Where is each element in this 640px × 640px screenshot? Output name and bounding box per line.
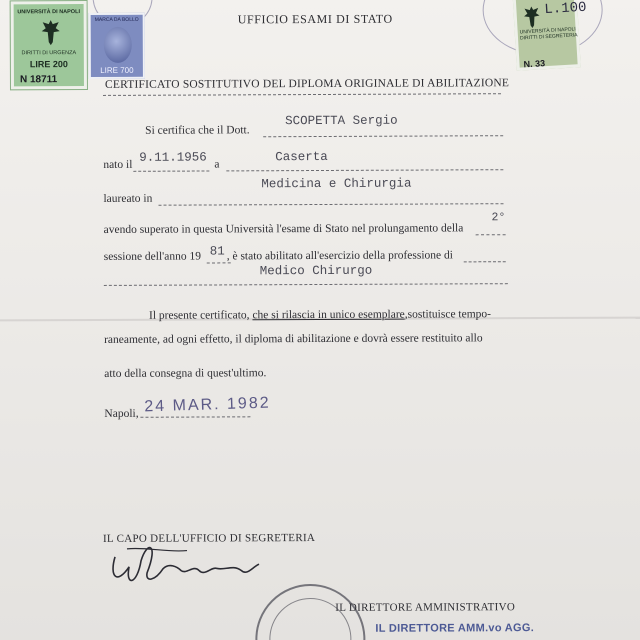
name-dotted-line	[263, 135, 503, 137]
birth-date-dotted-line	[133, 170, 209, 171]
stamp-label: DIRITTI DI URGENZA	[21, 50, 77, 57]
session-number: 2°	[491, 211, 506, 225]
session-text: sessione dell'anno 19	[103, 250, 202, 263]
director-heading: IL DIRETTORE AMMINISTRATIVO	[335, 601, 516, 614]
at-label: a	[214, 158, 220, 171]
revenue-stamp-blue	[89, 13, 145, 79]
stamp-label: MARCA DA BOLLO	[94, 16, 139, 23]
certificate-title: CERTIFICATO SOSTITUTIVO DEL DIPLOMA ORIGINALE DI ABILITAZIONE	[104, 77, 510, 91]
stamp-amount: LIRE 700	[100, 65, 134, 75]
office-heading: UFFICIO ESAMI DI STATO	[237, 11, 393, 27]
profession: Medico Chirurgo	[259, 263, 373, 279]
session-text-cont: , è stato abilitato all'esercizio della professione di	[226, 249, 453, 263]
handwritten-signature	[107, 536, 277, 597]
revenue-stamp-right	[513, 0, 587, 71]
stamp-amount: LIRE 200	[29, 59, 68, 70]
segreteria-heading: IL CAPO DELL'UFFICIO DI SEGRETERIA	[102, 532, 316, 545]
validity-text-line2: raneamente, ad ogni effetto, il diploma di abilitazione e dovrà essere restituito allo	[104, 332, 483, 346]
validity-text-end: ,sostituisce tempo-	[404, 308, 492, 321]
portrait-icon	[104, 27, 132, 63]
eagle-crest-icon	[522, 4, 541, 29]
exam-text: avendo superato in questa Università l'esame di Stato nel prolungamento della	[103, 222, 464, 236]
degree-label: laureato in	[103, 192, 153, 205]
year-dotted-line	[207, 262, 231, 263]
director-stamp: IL DIRETTORE AMM.vo AGG.	[375, 622, 535, 635]
date-dotted-line	[140, 416, 250, 417]
birth-place: Caserta	[275, 149, 328, 165]
session-dotted-line	[476, 234, 506, 235]
degree-dotted-line	[158, 203, 503, 206]
degree-name: Medicina e Chirurgia	[261, 176, 412, 192]
date-stamp: 24 MAR. 1982	[144, 394, 271, 416]
stamp-label: UNIVERSITÀ DI NAPOLI DIRITTI DI SEGRETERIA	[519, 26, 578, 42]
eagle-crest-icon	[41, 18, 61, 46]
graduate-name: SCOPETTA Sergio	[285, 113, 398, 129]
stamp-university-text: UNIVERSITÀ DI NAPOLI	[17, 9, 80, 16]
place-label: Napoli,	[104, 407, 139, 420]
born-label: nato il	[103, 158, 133, 171]
stamp-number: N 18711	[19, 74, 58, 86]
title-dotted-line	[103, 93, 501, 96]
certify-label: Si certifica che il Dott.	[145, 124, 250, 137]
stamp-number: N. 33	[523, 58, 546, 70]
validity-paragraph	[149, 308, 491, 321]
profession-trailing-dotted-line	[464, 261, 506, 262]
birth-date: 9.11.1956	[139, 150, 207, 165]
session-year: 81	[209, 244, 225, 259]
revenue-stamp-green	[11, 1, 87, 89]
single-copy-text: che si rilascia in unico esemplare	[252, 308, 405, 322]
validity-text-start: Il presente certificato,	[148, 309, 250, 322]
validity-text-line3: atto della consegna di quest'ultimo.	[104, 367, 267, 380]
birth-place-dotted-line	[226, 169, 503, 171]
stamp-overprint: L.100	[544, 0, 587, 19]
profession-dotted-line	[104, 283, 508, 286]
